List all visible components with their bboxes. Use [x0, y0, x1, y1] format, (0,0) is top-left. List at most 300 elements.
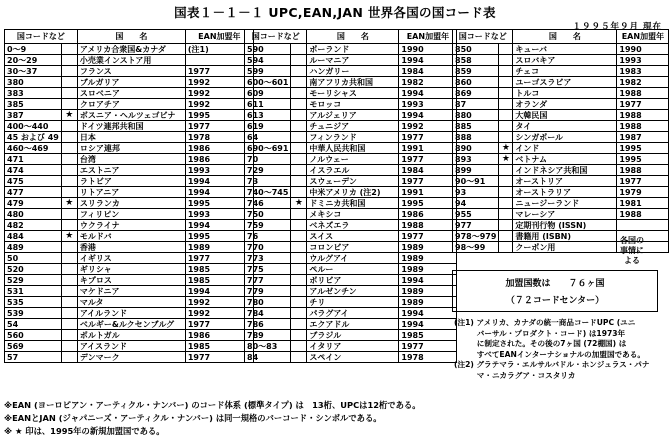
new-member-star [291, 308, 307, 319]
country-code: 460～469 [5, 143, 62, 154]
country-code: 619 [245, 121, 291, 132]
ean-join-year: 1994 [185, 286, 253, 297]
country-code: 90～91 [453, 176, 499, 187]
country-code: 520 [5, 264, 62, 275]
table-row [245, 121, 457, 132]
country-name: 日本 [77, 132, 185, 143]
country-name: エストニア [77, 165, 185, 176]
country-code: 613 [245, 110, 291, 121]
new-member-star [499, 231, 513, 242]
country-code: 977 [453, 220, 499, 231]
table-row [245, 99, 457, 110]
new-member-star [499, 121, 513, 132]
table-row [245, 253, 457, 264]
new-member-star [499, 242, 513, 253]
country-code: 471 [5, 154, 62, 165]
table-row [5, 341, 254, 352]
country-code: 770 [245, 242, 291, 253]
country-code: 20～29 [5, 55, 62, 66]
ean-join-year: 1994 [399, 55, 457, 66]
country-code: 529 [5, 275, 62, 286]
ean-join-year: 1994 [399, 308, 457, 319]
country-code: 385 [5, 99, 62, 110]
country-name: フランス [77, 66, 185, 77]
country-name: ペルー [307, 264, 399, 275]
ean-join-year: (注1) [185, 44, 253, 55]
country-code: 477 [5, 187, 62, 198]
table-row [453, 143, 669, 154]
ean-join-year: 1988 [399, 220, 457, 231]
country-code-table-1 [4, 29, 254, 363]
new-member-star [61, 198, 77, 209]
ean-join-year: 1991 [399, 187, 457, 198]
country-code: 746 [245, 198, 291, 209]
country-name: ベネズエラ [307, 220, 399, 231]
new-member-star [61, 55, 77, 66]
new-member-star [61, 143, 77, 154]
country-name: パラグアイ [307, 308, 399, 319]
country-code: 400～440 [5, 121, 62, 132]
country-code-table-2 [244, 29, 457, 363]
ean-join-year: 1977 [185, 66, 253, 77]
table-row [5, 242, 254, 253]
country-code: 479 [5, 198, 62, 209]
table-row [245, 165, 457, 176]
new-member-star [61, 308, 77, 319]
new-member-star [291, 297, 307, 308]
new-member-star [499, 143, 513, 154]
country-code: 30～37 [5, 66, 62, 77]
new-member-star [291, 341, 307, 352]
new-member-star [61, 319, 77, 330]
ean-join-year: 1977 [399, 154, 457, 165]
new-member-star [499, 176, 513, 187]
ean-join-year: 1994 [399, 110, 457, 121]
ean-join-year: 1977 [185, 352, 253, 363]
ean-join-year: 1987 [617, 132, 669, 143]
table-row [245, 132, 457, 143]
country-code: 73 [245, 176, 291, 187]
country-name: モロッコ [307, 99, 399, 110]
ean-join-year: 1995 [185, 110, 253, 121]
country-code: 740～745 [245, 187, 291, 198]
table-row [453, 187, 669, 198]
new-member-star [499, 99, 513, 110]
country-code: 893 [453, 154, 499, 165]
table-row [5, 286, 254, 297]
country-name: インド [513, 143, 617, 154]
country-name: オランダ [513, 99, 617, 110]
country-name: ウルグアイ [307, 253, 399, 264]
new-member-star [499, 55, 513, 66]
ean-join-year: 1989 [399, 286, 457, 297]
country-code: 750 [245, 209, 291, 220]
country-name: ニュージーランド [513, 198, 617, 209]
ean-join-year: 1983 [617, 66, 669, 77]
table-row [453, 132, 669, 143]
country-code: 777 [245, 275, 291, 286]
ean-join-year: 1986 [185, 330, 253, 341]
new-member-star [499, 132, 513, 143]
ean-join-year: 1978 [185, 132, 253, 143]
country-code: 789 [245, 330, 291, 341]
country-name: 中米アメリカ (注2) [307, 187, 399, 198]
ean-join-year: 1992 [185, 99, 253, 110]
ean-join-year: 1977 [399, 176, 457, 187]
country-name: 香港 [77, 242, 185, 253]
country-name: オーストラリア [513, 187, 617, 198]
country-name: オーストリア [513, 176, 617, 187]
ean-join-year: 1994 [399, 88, 457, 99]
country-name: ルーマニア [307, 55, 399, 66]
star-icon: ★ [501, 143, 510, 153]
ean-join-year: 1992 [185, 88, 253, 99]
country-code: 480 [5, 209, 62, 220]
ean-join-year: 1985 [185, 275, 253, 286]
table-row [245, 286, 457, 297]
header-country: 国 名 [307, 30, 399, 44]
new-member-star [61, 165, 77, 176]
country-name: スロベニア [77, 88, 185, 99]
code-center-count: （７２コードセンター） [505, 296, 605, 306]
country-name: メキシコ [307, 209, 399, 220]
new-member-star [61, 242, 77, 253]
new-member-star [291, 176, 307, 187]
new-member-star [291, 121, 307, 132]
ean-join-year: 1979 [617, 187, 669, 198]
table-row [5, 308, 254, 319]
country-name: 大韓民国 [513, 110, 617, 121]
country-name: ラトビア [77, 176, 185, 187]
country-code: 888 [453, 132, 499, 143]
country-code: 98～99 [453, 242, 499, 253]
country-name: モルドバ [77, 231, 185, 242]
star-icon: ★ [501, 154, 510, 164]
table-row [5, 99, 254, 110]
table-row [453, 44, 669, 55]
new-member-star [291, 286, 307, 297]
ean-join-year: 1977 [617, 99, 669, 110]
ean-join-year: 1994 [185, 187, 253, 198]
country-code: 76 [245, 231, 291, 242]
country-code: 50 [5, 253, 62, 264]
new-member-star [291, 242, 307, 253]
new-member-star [499, 110, 513, 121]
country-code: 489 [5, 242, 62, 253]
ean-join-year: 1982 [617, 77, 669, 88]
country-name: キューバ [513, 44, 617, 55]
country-name: アイルランド [77, 308, 185, 319]
ean-join-year: 1992 [185, 297, 253, 308]
new-member-star [291, 264, 307, 275]
country-name: タイ [513, 121, 617, 132]
table-row [5, 110, 254, 121]
country-name: 小売業インストア用 [77, 55, 185, 66]
country-name: ユーゴスラビア [513, 77, 617, 88]
new-member-star [61, 275, 77, 286]
ean-join-year: 1994 [185, 176, 253, 187]
country-code: 560 [5, 330, 62, 341]
new-member-star [61, 187, 77, 198]
new-member-star [291, 88, 307, 99]
table-row [5, 176, 254, 187]
ean-join-year: 1978 [399, 352, 457, 363]
new-member-star [61, 286, 77, 297]
table-row [453, 99, 669, 110]
new-member-star [499, 187, 513, 198]
new-member-star [61, 231, 77, 242]
country-name: アルジェリア [307, 110, 399, 121]
country-name: デンマーク [77, 352, 185, 363]
ean-join-year: 1988 [617, 110, 669, 121]
country-name: ウクライナ [77, 220, 185, 231]
country-code: 0～9 [5, 44, 62, 55]
country-code: 594 [245, 55, 291, 66]
country-name: ポーランド [307, 44, 399, 55]
new-member-star [61, 209, 77, 220]
country-code-table-3 [452, 29, 669, 253]
country-code: 45 および 49 [5, 132, 62, 143]
country-name: 台湾 [77, 154, 185, 165]
table-row [5, 352, 254, 363]
new-member-star [291, 77, 307, 88]
table-row [453, 198, 669, 209]
country-name: ノルウェー [307, 154, 399, 165]
ean-join-year: 1977 [185, 121, 253, 132]
header-year: EAN加盟年 [617, 30, 669, 44]
country-code: 890 [453, 143, 499, 154]
new-member-star [61, 220, 77, 231]
header-year: EAN加盟年 [399, 30, 457, 44]
country-name: フィンランド [307, 132, 399, 143]
table-row [5, 209, 254, 220]
footnote-2: ※EANとJAN (ジャパニーズ・アーティクル・ナンバー) は同一規格のバーコード・シンボルである。 [4, 413, 382, 423]
ean-join-year: 1991 [399, 143, 457, 154]
new-member-star [499, 165, 513, 176]
new-member-star [61, 352, 77, 363]
new-member-star [61, 176, 77, 187]
new-member-star [61, 66, 77, 77]
new-member-star [291, 220, 307, 231]
ean-join-year: 1994 [185, 220, 253, 231]
new-member-star [291, 198, 307, 209]
table-row [453, 88, 669, 99]
new-member-star [61, 330, 77, 341]
table-row [5, 165, 254, 176]
ean-join-year: 1995 [617, 143, 669, 154]
ean-join-year: 1992 [399, 121, 457, 132]
ean-join-year: 1990 [399, 44, 457, 55]
ean-join-year: 1977 [185, 253, 253, 264]
ean-join-year: 1988 [617, 88, 669, 99]
country-code: 54 [5, 319, 62, 330]
table-row [5, 66, 254, 77]
new-member-star [291, 275, 307, 286]
country-code: 94 [453, 198, 499, 209]
new-member-star [61, 121, 77, 132]
header-code: 国コードなど [245, 30, 307, 44]
country-code: 387 [5, 110, 62, 121]
new-member-star [291, 187, 307, 198]
ean-join-year: 1986 [185, 143, 253, 154]
country-code: 599 [245, 66, 291, 77]
country-name: チリ [307, 297, 399, 308]
header-country: 国 名 [77, 30, 185, 44]
table-row [5, 55, 254, 66]
ean-join-year: 1994 [399, 275, 457, 286]
new-member-star [291, 154, 307, 165]
new-member-star [291, 209, 307, 220]
new-member-star [291, 44, 307, 55]
table-row [453, 154, 669, 165]
new-member-star [61, 77, 77, 88]
country-code: 978～979 [453, 231, 499, 242]
ean-join-year: 1995 [185, 231, 253, 242]
ean-join-year: 1988 [617, 121, 669, 132]
country-code: 786 [245, 319, 291, 330]
table-row [5, 121, 254, 132]
country-code: 780 [245, 297, 291, 308]
country-code: 779 [245, 286, 291, 297]
country-name: 定期刊行物 (ISSN) [513, 220, 617, 231]
country-name: アイスランド [77, 341, 185, 352]
country-name: ポルトガル [77, 330, 185, 341]
table-row [245, 77, 457, 88]
country-code: 899 [453, 165, 499, 176]
new-member-star [61, 154, 77, 165]
header-year: EAN加盟年 [185, 30, 253, 44]
country-code: 57 [5, 352, 62, 363]
country-code: 569 [5, 341, 62, 352]
country-code: 869 [453, 88, 499, 99]
country-code: 383 [5, 88, 62, 99]
table-row [453, 55, 669, 66]
ean-join-year: 1990 [617, 44, 669, 55]
country-code: 590 [245, 44, 291, 55]
country-name: チュニジア [307, 121, 399, 132]
new-member-star [499, 77, 513, 88]
ean-join-year: 1989 [399, 297, 457, 308]
table-row [245, 88, 457, 99]
new-member-star [61, 132, 77, 143]
country-name: リトアニア [77, 187, 185, 198]
country-code: 484 [5, 231, 62, 242]
ean-join-year: 1984 [399, 66, 457, 77]
country-name: ロシア連邦 [77, 143, 185, 154]
new-member-star [61, 88, 77, 99]
country-name: イスラエル [307, 165, 399, 176]
new-member-star [291, 330, 307, 341]
country-code: 531 [5, 286, 62, 297]
country-name: クーポン用 [513, 242, 617, 253]
new-member-star [499, 88, 513, 99]
table-row [5, 187, 254, 198]
new-member-star [61, 44, 77, 55]
ean-join-year: 1986 [185, 154, 253, 165]
country-name: イタリア [307, 341, 399, 352]
ean-join-year: 1977 [399, 231, 457, 242]
ean-join-year: 1989 [399, 253, 457, 264]
country-code: 773 [245, 253, 291, 264]
new-member-star [291, 99, 307, 110]
table-row [245, 308, 457, 319]
table-row [453, 165, 669, 176]
ean-join-year: 1989 [185, 242, 253, 253]
footnote-3: ※ ★ 印は、1995年の新規加盟国である。 [4, 426, 165, 436]
ean-join-year: 1993 [399, 99, 457, 110]
country-code: 611 [245, 99, 291, 110]
new-member-star [291, 143, 307, 154]
country-name: インドネシア共和国 [513, 165, 617, 176]
table-row [5, 264, 254, 275]
country-name: コロンビア [307, 242, 399, 253]
table-row [245, 66, 457, 77]
header-code: 国コードなど [5, 30, 78, 44]
country-name: アメリカ合衆国&カナダ [77, 44, 185, 55]
table-row [453, 110, 669, 121]
table-row [5, 220, 254, 231]
table-row [245, 198, 457, 209]
country-name: スウェーデン [307, 176, 399, 187]
ean-join-year: 1993 [185, 209, 253, 220]
table-row [245, 297, 457, 308]
country-code: 955 [453, 209, 499, 220]
table-row [245, 55, 457, 66]
country-code: 70 [245, 154, 291, 165]
country-code: 609 [245, 88, 291, 99]
country-name: ドイツ連邦共和国 [77, 121, 185, 132]
new-member-star [61, 264, 77, 275]
country-code: 858 [453, 55, 499, 66]
country-code: 539 [5, 308, 62, 319]
table-row [245, 44, 457, 55]
table-row [453, 66, 669, 77]
new-member-star [499, 198, 513, 209]
country-name: ボスニア・ヘルツェゴビナ [77, 110, 185, 121]
country-code: 482 [5, 220, 62, 231]
new-member-star [291, 165, 307, 176]
country-name: ブラジル [307, 330, 399, 341]
country-code: 600～601 [245, 77, 291, 88]
side-note: 各国の 事情に よる [620, 236, 644, 265]
country-name: 中華人民共和国 [307, 143, 399, 154]
country-name: スイス [307, 231, 399, 242]
table-row [245, 231, 457, 242]
ean-join-year [617, 220, 669, 231]
country-name: エクアドル [307, 319, 399, 330]
ean-join-year: 1985 [399, 330, 457, 341]
ean-join-year: 1992 [185, 308, 253, 319]
header-country: 国 名 [513, 30, 617, 44]
table-row [5, 198, 254, 209]
ean-join-year: 1986 [399, 209, 457, 220]
country-code: 380 [5, 77, 62, 88]
ean-join-year: 1989 [399, 242, 457, 253]
table-row [245, 242, 457, 253]
country-code: 64 [245, 132, 291, 143]
star-icon: ★ [65, 198, 74, 208]
member-count-box [452, 270, 658, 312]
country-name: ドミニカ共和国 [307, 198, 399, 209]
ean-join-year: 1995 [617, 154, 669, 165]
table-row [245, 264, 457, 275]
table-row [245, 330, 457, 341]
country-name: マケドニア [77, 286, 185, 297]
ean-join-year: 1994 [399, 319, 457, 330]
table-row [5, 154, 254, 165]
country-name: 南アフリカ共和国 [307, 77, 399, 88]
country-name: クロアチア [77, 99, 185, 110]
